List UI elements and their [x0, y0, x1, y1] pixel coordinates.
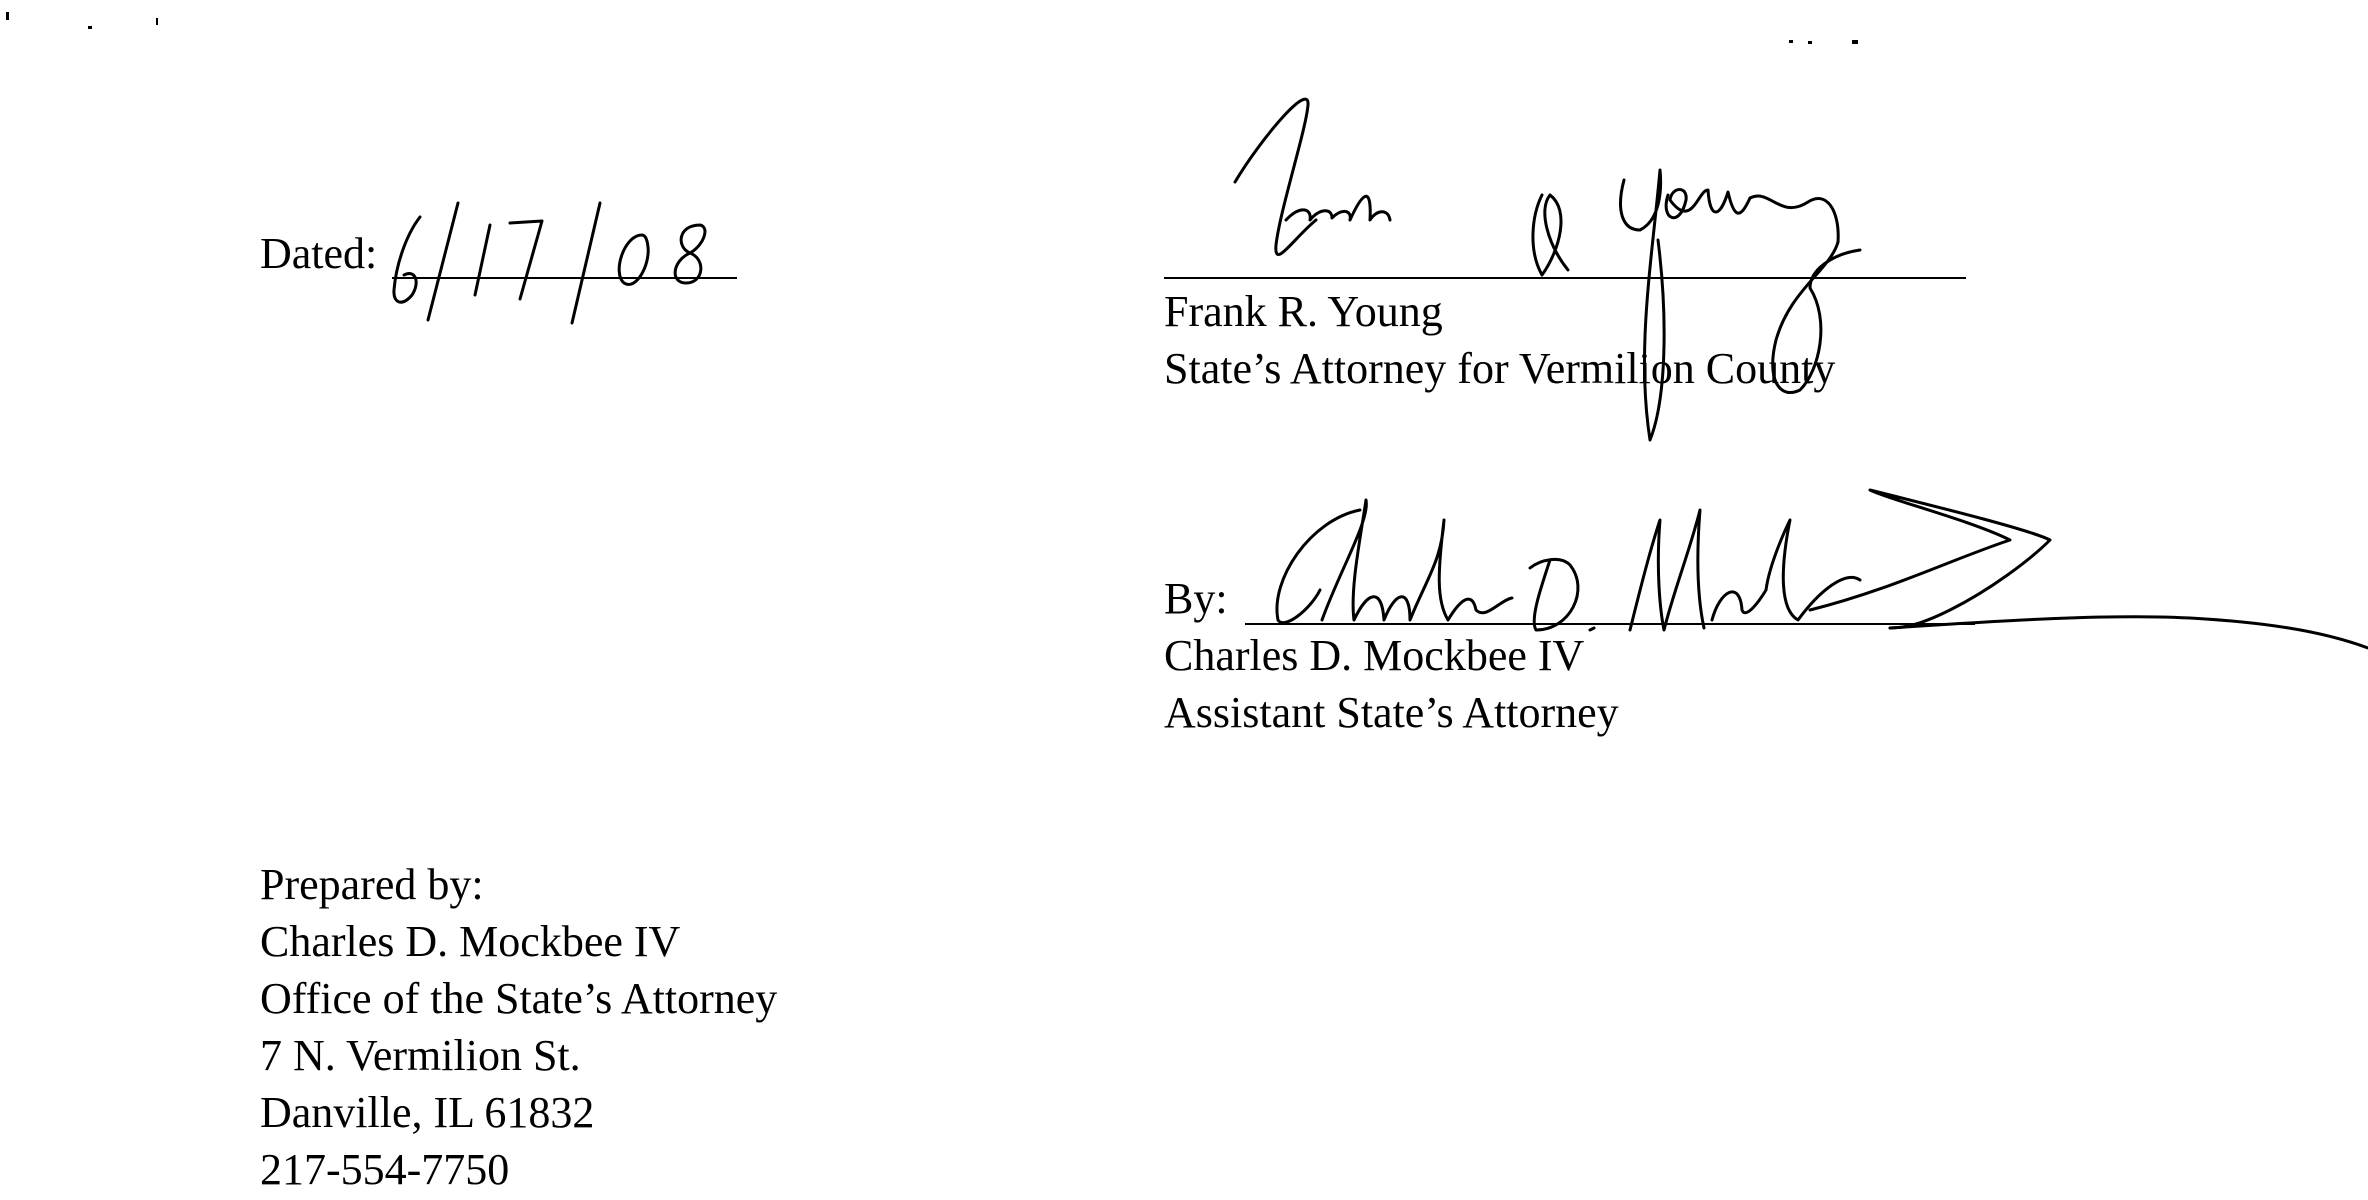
prepared-by-office: Office of the State’s Attorney: [260, 974, 778, 1023]
handwritten-date: [380, 195, 740, 325]
signer-1-title: State’s Attorney for Vermilion County: [1164, 344, 1836, 393]
by-label: By:: [1164, 574, 1228, 623]
scan-speck: [6, 12, 9, 20]
signer-2-name: Charles D. Mockbee IV: [1164, 631, 1585, 680]
prepared-by-street: 7 N. Vermilion St.: [260, 1031, 581, 1080]
scan-speck: [1852, 40, 1858, 44]
signer-1-name: Frank R. Young: [1164, 287, 1443, 336]
scan-speck: [1808, 41, 1812, 44]
prepared-by-heading: Prepared by:: [260, 860, 484, 909]
signature-line-1: [1164, 277, 1966, 279]
prepared-by-phone: 217-554-7750: [260, 1145, 510, 1194]
signer-2-title: Assistant State’s Attorney: [1164, 688, 1619, 737]
scan-speck: [88, 26, 92, 29]
prepared-by-name: Charles D. Mockbee IV: [260, 917, 681, 966]
prepared-by-city: Danville, IL 61832: [260, 1088, 595, 1137]
scan-speck: [156, 18, 158, 25]
dated-label: Dated:: [260, 229, 378, 278]
scan-speck: [1789, 40, 1793, 43]
